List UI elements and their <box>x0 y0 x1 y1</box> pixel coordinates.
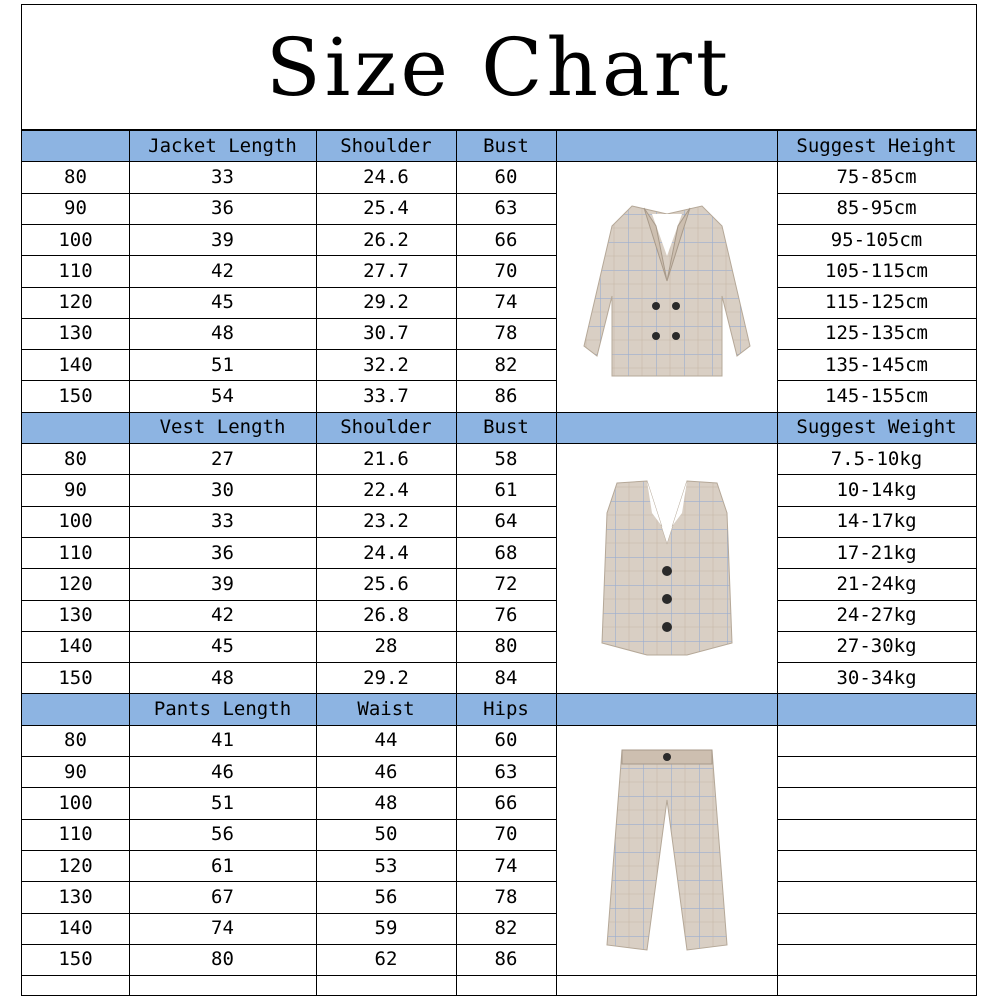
value-cell: 95-105cm <box>830 228 923 251</box>
row-divider <box>22 756 556 757</box>
value-cell: 75-85cm <box>836 165 917 188</box>
row-divider <box>777 318 976 319</box>
value-cell: 27.7 <box>363 259 409 282</box>
value-cell: 48 <box>211 322 234 345</box>
value-cell: 29.2 <box>363 666 409 689</box>
value-cell: 17-21kg <box>836 541 917 564</box>
value-cell: 14-17kg <box>836 510 917 533</box>
value-cell <box>777 850 976 881</box>
size-cell: 140 <box>58 353 93 376</box>
row-divider <box>22 944 556 945</box>
size-cell: 90 <box>64 478 87 501</box>
value-cell: 26.2 <box>363 228 409 251</box>
value-cell: 70 <box>494 823 518 846</box>
size-cell: 110 <box>58 259 93 282</box>
row-divider <box>777 600 976 601</box>
value-cell: 36 <box>211 541 234 564</box>
value-cell: 45 <box>211 291 234 314</box>
value-cell: 25.4 <box>363 197 409 220</box>
value-cell: 46 <box>374 760 398 783</box>
value-cell: 86 <box>494 948 518 971</box>
value-cell: 23.2 <box>363 510 409 533</box>
column-divider <box>316 129 317 995</box>
value-cell: 62 <box>374 948 398 971</box>
size-cell: 140 <box>58 917 93 940</box>
value-cell: 7.5-10kg <box>830 447 923 470</box>
column-header: Pants Length <box>153 698 292 721</box>
value-cell: 36 <box>211 197 234 220</box>
value-cell <box>777 725 976 756</box>
row-divider <box>777 881 976 882</box>
value-cell <box>777 756 976 787</box>
row-divider <box>22 600 556 601</box>
row-divider <box>777 662 976 663</box>
value-cell: 30-34kg <box>836 666 917 689</box>
size-cell: 100 <box>58 510 93 533</box>
value-cell: 82 <box>494 353 518 376</box>
value-cell <box>777 787 976 818</box>
row-divider <box>22 161 976 162</box>
value-cell <box>777 819 976 850</box>
row-divider <box>22 224 556 225</box>
size-cell: 120 <box>58 572 93 595</box>
column-divider <box>777 129 778 995</box>
value-cell: 59 <box>374 917 398 940</box>
row-divider <box>22 474 556 475</box>
value-cell: 46 <box>211 760 234 783</box>
row-divider <box>777 787 976 788</box>
size-cell: 140 <box>58 635 93 658</box>
value-cell: 74 <box>494 854 518 877</box>
value-cell: 24.6 <box>363 165 409 188</box>
value-cell: 22.4 <box>363 478 409 501</box>
value-cell: 105-115cm <box>825 259 928 282</box>
row-divider <box>777 224 976 225</box>
value-cell: 30.7 <box>363 322 409 345</box>
value-cell: 67 <box>211 885 234 908</box>
size-cell: 110 <box>58 823 93 846</box>
value-cell: 56 <box>211 823 234 846</box>
size-cell: 130 <box>58 604 93 627</box>
size-cell: 110 <box>58 541 93 564</box>
value-cell: 10-14kg <box>836 478 917 501</box>
size-cell: 130 <box>58 322 93 345</box>
row-divider <box>22 255 556 256</box>
row-divider <box>22 975 976 976</box>
column-header: Waist <box>357 698 415 721</box>
value-cell: 66 <box>494 791 518 814</box>
row-divider <box>777 944 976 945</box>
value-cell: 24.4 <box>363 541 409 564</box>
value-cell: 48 <box>211 666 234 689</box>
column-header: Shoulder <box>340 416 432 439</box>
column-header: Vest Length <box>159 416 286 439</box>
size-cell: 120 <box>58 854 93 877</box>
vest-image <box>556 443 777 693</box>
value-cell: 82 <box>494 917 518 940</box>
value-cell: 80 <box>494 635 518 658</box>
value-cell: 135-145cm <box>825 353 928 376</box>
pants-image <box>556 725 777 975</box>
row-divider <box>777 537 976 538</box>
value-cell: 21.6 <box>363 447 409 470</box>
value-cell: 27 <box>211 447 234 470</box>
size-cell: 80 <box>64 729 87 752</box>
value-cell: 78 <box>494 885 518 908</box>
value-cell: 70 <box>494 259 518 282</box>
value-cell: 58 <box>494 447 518 470</box>
value-cell: 68 <box>494 541 518 564</box>
value-cell: 61 <box>211 854 234 877</box>
row-divider <box>777 380 976 381</box>
row-divider <box>777 349 976 350</box>
value-cell: 39 <box>211 228 234 251</box>
size-cell: 150 <box>58 385 93 408</box>
value-cell: 63 <box>494 197 518 220</box>
row-divider <box>22 662 556 663</box>
value-cell: 76 <box>494 604 518 627</box>
value-cell: 61 <box>494 478 518 501</box>
jacket-image <box>556 161 777 411</box>
value-cell: 24-27kg <box>836 604 917 627</box>
column-header: Shoulder <box>340 134 432 157</box>
value-cell: 30 <box>211 478 234 501</box>
row-divider <box>777 819 976 820</box>
value-cell: 145-155cm <box>825 385 928 408</box>
column-header: Bust <box>483 134 529 157</box>
column-header: Bust <box>483 416 529 439</box>
row-divider <box>22 725 976 726</box>
row-divider <box>777 850 976 851</box>
size-cell: 150 <box>58 666 93 689</box>
value-cell: 63 <box>494 760 518 783</box>
value-cell <box>777 881 976 912</box>
value-cell: 21-24kg <box>836 572 917 595</box>
value-cell: 64 <box>494 510 518 533</box>
column-header: Hips <box>483 698 529 721</box>
row-divider <box>777 631 976 632</box>
value-cell: 29.2 <box>363 291 409 314</box>
value-cell: 39 <box>211 572 234 595</box>
value-cell: 66 <box>494 228 518 251</box>
row-divider <box>777 287 976 288</box>
row-divider <box>22 193 556 194</box>
value-cell: 85-95cm <box>836 197 917 220</box>
size-cell: 80 <box>64 447 87 470</box>
value-cell: 125-135cm <box>825 322 928 345</box>
row-divider <box>22 349 556 350</box>
value-cell: 86 <box>494 385 518 408</box>
value-cell: 84 <box>494 666 518 689</box>
size-cell: 150 <box>58 948 93 971</box>
chart-title: Size Chart <box>265 20 733 114</box>
value-cell: 48 <box>374 791 398 814</box>
value-cell: 74 <box>211 917 234 940</box>
row-divider <box>22 318 556 319</box>
value-cell: 32.2 <box>363 353 409 376</box>
value-cell: 60 <box>494 729 518 752</box>
row-divider <box>777 255 976 256</box>
size-cell: 130 <box>58 885 93 908</box>
value-cell: 27-30kg <box>836 635 917 658</box>
column-divider <box>456 129 457 995</box>
size-cell: 100 <box>58 791 93 814</box>
value-cell: 33.7 <box>363 385 409 408</box>
row-divider <box>777 506 976 507</box>
value-cell: 42 <box>211 604 234 627</box>
row-divider <box>22 913 556 914</box>
value-cell: 51 <box>211 791 234 814</box>
size-cell: 90 <box>64 197 87 220</box>
column-divider <box>129 129 130 995</box>
column-header: Jacket Length <box>148 134 297 157</box>
value-cell: 80 <box>211 948 234 971</box>
value-cell: 72 <box>494 572 518 595</box>
row-divider <box>22 850 556 851</box>
value-cell: 54 <box>211 385 234 408</box>
value-cell: 74 <box>494 291 518 314</box>
row-divider <box>777 474 976 475</box>
value-cell: 33 <box>211 510 234 533</box>
value-cell: 50 <box>374 823 398 846</box>
value-cell: 60 <box>494 165 518 188</box>
value-cell: 26.8 <box>363 604 409 627</box>
row-divider <box>22 631 556 632</box>
value-cell <box>777 913 976 944</box>
value-cell: 41 <box>211 729 234 752</box>
size-cell: 90 <box>64 760 87 783</box>
row-divider <box>777 913 976 914</box>
value-cell: 42 <box>211 259 234 282</box>
row-divider <box>777 568 976 569</box>
row-divider <box>22 568 556 569</box>
size-cell: 100 <box>58 228 93 251</box>
column-header: Suggest Height <box>796 134 957 157</box>
value-cell: 53 <box>374 854 398 877</box>
row-divider <box>22 693 976 694</box>
row-divider <box>22 287 556 288</box>
value-cell: 56 <box>374 885 398 908</box>
value-cell: 45 <box>211 635 234 658</box>
row-divider <box>22 412 976 413</box>
row-divider <box>22 506 556 507</box>
row-divider <box>22 130 976 131</box>
size-cell: 120 <box>58 291 93 314</box>
row-divider <box>22 380 556 381</box>
value-cell: 33 <box>211 165 234 188</box>
row-divider <box>22 881 556 882</box>
size-cell: 80 <box>64 165 87 188</box>
column-divider <box>556 129 557 995</box>
row-divider <box>22 819 556 820</box>
size-chart <box>21 4 977 996</box>
row-divider <box>22 787 556 788</box>
row-divider <box>22 443 976 444</box>
value-cell: 44 <box>374 729 398 752</box>
row-divider <box>777 756 976 757</box>
row-divider <box>777 193 976 194</box>
value-cell: 51 <box>211 353 234 376</box>
column-header: Suggest Weight <box>796 416 957 439</box>
value-cell <box>777 944 976 975</box>
row-divider <box>22 537 556 538</box>
value-cell: 25.6 <box>363 572 409 595</box>
value-cell: 78 <box>494 322 518 345</box>
value-cell: 115-125cm <box>825 291 928 314</box>
value-cell: 28 <box>374 635 398 658</box>
